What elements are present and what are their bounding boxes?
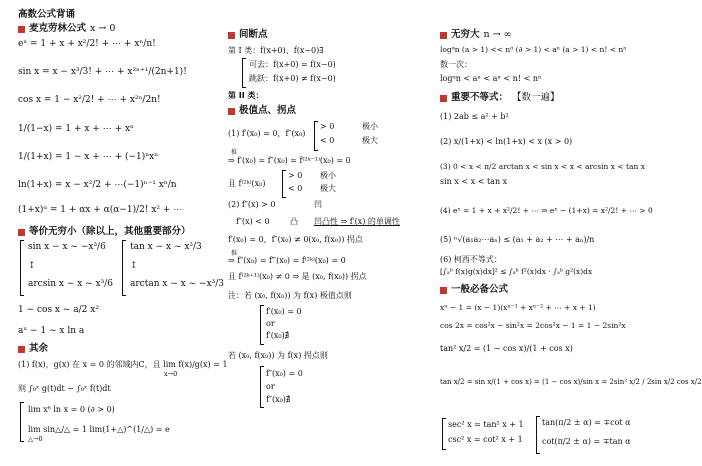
section-bullet-icon	[228, 108, 235, 115]
formula-power: (1+x)ᵅ = 1 + αx + α(α−1)/2! x² + ⋯	[18, 205, 183, 215]
column-left	[18, 0, 228, 466]
convexity-monotonicity: 凹凸性 ⇒ f′(x) 的单调性	[314, 217, 400, 226]
break-heading	[228, 30, 268, 40]
equiv-exp: aˣ − 1 ~ x ln a	[18, 326, 85, 336]
other-limit-1: lim xᵟ ln x = 0 (∂ > 0)	[28, 405, 115, 414]
infinity-condition: n → ∞	[483, 29, 512, 40]
equiv-heading-text: 等价无穷小（除以上，其他重要部分）	[29, 226, 191, 237]
left-brace-icon	[20, 240, 24, 296]
infinity-note: 数一次：	[440, 60, 472, 69]
extreme-max-label: 极大	[320, 184, 336, 193]
break-type-1: 第 I 类：f(x+0)、f(x−0)∃	[228, 46, 324, 55]
other-line-2: 则 ∫₀ˣ g(t)dt ~ ∫₀ˣ f(t)dt	[18, 384, 111, 393]
infinity-order: logᵅn (a > 1) << nᵅ (∂ > 1) < aⁿ (a > 1) < n! < nⁿ	[440, 45, 627, 54]
formula-sin: sin x = x − x³/3! + ⋯ + x²ⁿ⁺¹/(2n+1)!	[18, 67, 187, 77]
column-right	[440, 0, 702, 466]
formula-inv-one-plus: 1/(1+x) = 1 − x + ⋯ + (−1)ⁿxⁿ	[18, 152, 159, 162]
concave-label: 凹	[314, 200, 322, 209]
section-bullet-icon	[18, 346, 25, 353]
note-1-line-a: f′(x₀) = 0	[266, 307, 302, 316]
break-type-2: 第 II 类：	[228, 91, 264, 100]
formula-cot-shift: cot(π/2 ± α) = ∓tan α	[542, 437, 631, 446]
inequality-6: (6) 柯西不等式：	[440, 255, 502, 264]
left-brace-icon	[260, 305, 264, 345]
section-bullet-icon	[440, 287, 447, 294]
extreme-heading	[228, 106, 296, 116]
formula-inv-one-minus: 1/(1−x) = 1 + x + ⋯ + xⁿ	[18, 124, 134, 134]
taylor-condition: x → 0	[90, 23, 116, 34]
note-1-line-c: f′(x₀)∄	[266, 331, 290, 340]
extreme-note: 注：若 (x₀, f(x₀)) 为 f(x) 极值点则	[228, 291, 352, 300]
implies-label: 推	[231, 149, 238, 156]
formula-power-diff: xⁿ − 1 = (x − 1)(xⁿ⁻¹ + xⁿ⁻² + ⋯ + x + 1)	[440, 303, 596, 312]
extreme-max-label: 极大	[362, 136, 378, 145]
extreme-min-label: 极小	[320, 171, 336, 180]
extreme-cond-3-pos: > 0	[288, 171, 303, 180]
other-heading-text: 其余	[29, 343, 49, 354]
left-brace-icon	[442, 418, 446, 450]
break-removable: 可去：f(x+0) = f(x−0)	[249, 60, 336, 69]
extreme-min-label: 极小	[362, 122, 378, 131]
other-limit-2: lim sin△/△ = 1 lim(1+△)^(1/△) = e	[28, 425, 170, 434]
left-brace-icon	[536, 416, 540, 454]
note-2-line-c: f″(x₀)∄	[266, 395, 291, 404]
section-bullet-icon	[440, 95, 447, 102]
formula-csc: csc² x = cot² x + 1	[448, 435, 523, 444]
left-brace-icon	[260, 366, 264, 408]
convex-cond: f″(x) < 0	[236, 217, 270, 226]
other-line-1: (1) f(x)，g(x) 在 x = 0 的邻域内C，且 lim f(x)/g(x) = 1	[18, 360, 228, 369]
inequality-heading-text: 重要不等式：	[451, 92, 509, 103]
section-bullet-icon	[18, 229, 25, 236]
extreme-cond-1: (1) f′(x₀) = 0，f″(x₀)	[228, 129, 306, 138]
extreme-cond-3: 且 f⁽²ᵏ⁾(x₀)	[228, 179, 266, 188]
inequality-heading	[440, 93, 560, 103]
extreme-cond-1-pos: > 0	[320, 122, 335, 131]
inflection-note: 若 (x₀, f(x₀)) 为 f(x) 拐点则	[228, 351, 328, 360]
equiv-arctan: arctan x − x ~ −x³/3	[130, 279, 225, 289]
equiv-tan: tan x − x ~ x³/3	[130, 242, 202, 252]
inequality-tag: 【数一遍】	[512, 92, 560, 103]
other-heading	[18, 344, 48, 354]
formula-cos-double: cos 2x = cos²x − sin²x = 2cos²x − 1 = 1 − 2sin²x	[440, 321, 626, 330]
concave-cond: (2) f″(x) > 0	[228, 200, 276, 209]
convex-label: 凸	[290, 217, 298, 226]
inflection-cond-1: f′(x₀) = 0，f″(x₀) ≠ 0(x₀, f(x₀)) 拐点	[228, 235, 363, 244]
cauchy-inequality: [∫ₐᵇ f(x)g(x)dx]² ≤ ∫ₐᵇ f²(x)dx · ∫ₐᵇ g²(x)dx	[440, 267, 593, 276]
taylor-heading	[18, 24, 115, 34]
section-bullet-icon	[440, 32, 447, 39]
extreme-cond-3-neg: < 0	[288, 184, 303, 193]
inequality-4: (4) eˣ = 1 + x + x²/2! + ⋯ ⇒ eˣ − (1+x) = x²/2! + ⋯ > 0	[440, 206, 653, 215]
implies-label: 推	[231, 250, 238, 257]
extreme-heading-text: 极值点、拐点	[239, 105, 297, 116]
formula-cos: cos x = 1 − x²/2! + ⋯ + x²ⁿ/2n!	[18, 95, 161, 105]
formula-exp: eˣ = 1 + x + x²/2! + ⋯ + xⁿ/n!	[18, 39, 156, 49]
equiv-cos: 1 − cos x ~ a/2 x²	[18, 305, 99, 315]
left-brace-icon	[282, 170, 286, 198]
left-brace-icon	[242, 58, 246, 88]
inflection-cond-3: 且 f⁽²ᵏ⁺¹⁾(x₀) ≠ 0 ⇒ 是 (x₀, f(x₀)) 拐点	[228, 272, 367, 281]
break-heading-text: 间断点	[239, 29, 268, 40]
formula-tan-shift: tan(π/2 ± α) = ∓cot α	[542, 418, 631, 427]
section-bullet-icon	[18, 26, 25, 33]
inequality-2: (2) x/(1+x) < ln(1+x) < x (x > 0)	[440, 137, 573, 146]
extreme-cond-1-neg: < 0	[320, 136, 335, 145]
other-line-1-sub: x→0	[164, 370, 178, 378]
equiv-arrow: ↕	[130, 261, 138, 271]
taylor-heading-text: 麦克劳林公式	[29, 23, 87, 34]
formula-sec: sec² x = tan² x + 1	[448, 420, 524, 429]
left-brace-icon	[20, 402, 24, 442]
general-heading-text: 一般必备公式	[451, 284, 509, 295]
equiv-sin: sin x − x ~ −x³/6	[28, 242, 106, 252]
infinity-order-2: logᵅn < aⁿ < aⁿ < n! < nⁿ	[440, 74, 542, 83]
equiv-arcsin: arcsin x − x ~ x³/6	[28, 279, 113, 289]
inequality-3: (3) 0 < x < π/2 arctan x < sin x < x < arcsin x < tan x	[440, 162, 645, 171]
formula-ln: ln(1+x) = x − x²/2 + ⋯(−1)ⁿ⁻¹ xⁿ/n	[18, 180, 177, 190]
inequality-1: (1) 2ab ≤ a² + b²	[440, 112, 509, 121]
note-1-line-b: or	[266, 319, 275, 328]
note-2-line-b: or	[266, 382, 275, 391]
formula-tan-half: tan x/2 = sin x/(1 + cos x) = (1 − cos x)/sin x = 2sin² x/2 / 2sin x/2 cos x/2	[440, 378, 702, 386]
left-brace-icon	[122, 240, 126, 296]
infinity-heading-text: 无穷大	[451, 29, 480, 40]
break-jump: 跳跃：f(x+0) ≠ f(x−0)	[249, 74, 336, 83]
formula-tan-half-sq: tan² x/2 = (1 − cos x)/(1 + cos x)	[440, 344, 573, 353]
section-bullet-icon	[228, 32, 235, 39]
extreme-cond-2: ⇒ f′(x₀) = f″(x₀) = f⁽²ᵏ⁻¹⁾(x₀) = 0	[228, 156, 351, 165]
inequality-5: (5) ⁿ√(a₁a₂⋯aₙ) ≤ (a₁ + a₂ + ⋯ + aₙ)/n	[440, 235, 595, 244]
general-heading	[440, 285, 508, 295]
inequality-3b: sin x < x < tan x	[440, 177, 508, 186]
page-title: 高数公式背诵	[18, 9, 76, 20]
infinity-heading	[440, 30, 512, 40]
other-limit-2-sub: △→0	[28, 435, 43, 443]
column-middle	[222, 0, 432, 466]
equiv-heading	[18, 227, 191, 237]
equiv-arrow: ↕	[28, 261, 36, 271]
note-2-line-a: f″(x₀) = 0	[266, 369, 303, 378]
left-brace-icon	[314, 121, 318, 151]
inflection-cond-2: ⇒ f″(x₀) = f‴(x₀) = f⁽²ᵏ⁾(x₀) = 0	[228, 256, 346, 265]
